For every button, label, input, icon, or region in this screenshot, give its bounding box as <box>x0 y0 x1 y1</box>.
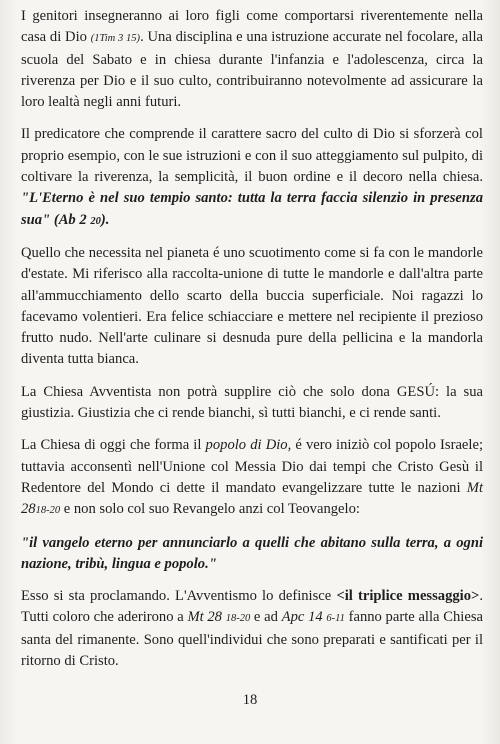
p7-bible-ref-1: Mt 28 <box>187 609 226 626</box>
paragraph-3: Quello che necessita nel pianeta é uno scuotimento come si fa con le mandorle d'estate. Mi riferisco alla raccolta-unione di tutte le mandorle e dall'altra parte all'ammucchiamento dello scarto della buccia superficiale. Noi ragazzi lo facevamo volentieri. Era felice schiacciare e mettere nel recipiente il prezioso frutto nudo. Nell'arte culinare si desnuda pure della pellicina e la mandorla diventa tutta bianca. <box>21 244 483 368</box>
p5-text-a: La Chiesa di oggi che forma il <box>21 437 206 454</box>
p5-bible-ref-verses: 18-20 <box>35 505 61 517</box>
p1-text-b: . Una disciplina e una istruzione accurate nel focolare, alla scuola del Sabato e in chiesa durante l'infanzia e l'adolescenza, circa la riverenza per Dio e il suo culto, contribuiranno notevolmente ad assicurare la loro lealtà negli anni futuri. <box>21 29 483 111</box>
p7-bold: <il triplice messaggio> <box>336 588 480 605</box>
paragraph-2 <box>21 124 483 231</box>
p7-bible-ref-2: Apc 14 <box>281 609 327 626</box>
p2-quote-end: ). <box>100 211 110 228</box>
page-number: 18 <box>242 692 258 708</box>
paragraph-5 <box>21 435 483 521</box>
p1-text-a: I genitori insegneranno ai loro figli come comportarsi riverentemente nella casa di Dio <box>21 8 483 46</box>
body-text <box>21 6 483 683</box>
p1-bible-ref: (1Tim 3 15) <box>90 33 141 45</box>
p5-bible-ref: Mt 28 <box>21 479 483 518</box>
paragraph-1 <box>21 6 483 113</box>
paragraph-4: La Chiesa Avventista non potrà supplire ciò che solo dona GESÚ: la sua giustizia. Giustizia che ci rende bianchi, sì tutti bianchi, e ci rende santi. <box>21 383 483 422</box>
p2-text-a: Il predicatore che comprende il carattere sacro del culto di Dio si sforzerà col proprio esempio, con le sue istruzioni e con il suo atteggiamento sul pulpito, di coltivare la riverenza, la semplicità, il buon ordine e il decoro nella chiesa. <box>21 126 483 186</box>
p2-quote-ref: 20 <box>90 215 101 227</box>
p5-text-b: é vero iniziò col popolo Israele; tuttavia acconsentì nell'Unione col Messia Dio dai tempi che Cristo Gesù il Redentore del Mondo ci dette il mandato evangelizzare tutte le nazioni <box>21 437 483 496</box>
p2-quote: "L'Eterno è nel suo tempio santo: tutta la terra faccia silenzio in presenza sua" (Ab 2 <box>21 190 483 228</box>
p7-text-d: fanno parte alla Chiesa santa del rimanente. Sono quell'individui che sono preparati e santificati per il ritorno di Cristo. <box>21 609 483 670</box>
p5-italic: popolo di Dio, <box>205 437 292 454</box>
p7-text-b: . Tutti coloro che aderirono a <box>21 588 483 626</box>
p7-bible-ref-2-verses: 6-11 <box>326 613 345 625</box>
p7-text-c: e ad <box>250 609 282 626</box>
paragraph-6-quote: "il vangelo eterno per annunciarlo a quelli che abitano sulla terra, a ogni nazione, tribù, lingua e popolo." <box>21 534 483 572</box>
p5-text-c: e non solo col suo Revangelo anzi col Teovangelo: <box>60 501 360 518</box>
paragraph-7 <box>21 586 483 672</box>
p7-bible-ref-1-verses: 18-20 <box>225 613 251 625</box>
p7-text-a: Esso si sta proclamando. L'Avventismo lo definisce <box>21 588 337 605</box>
